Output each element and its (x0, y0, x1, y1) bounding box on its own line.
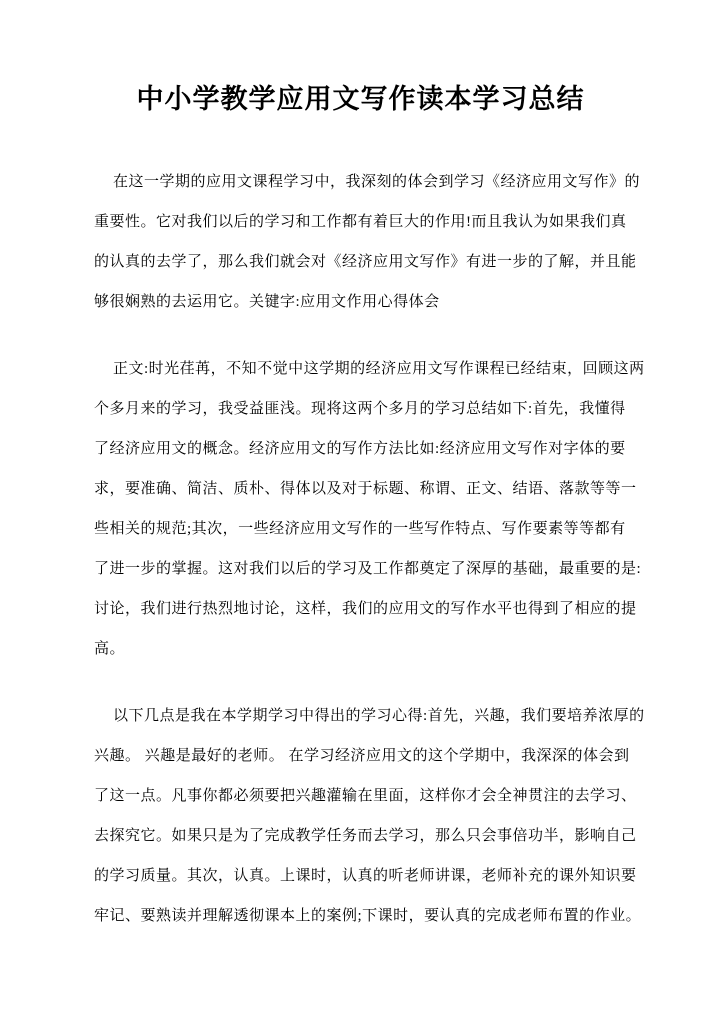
paragraph (94, 349, 645, 669)
text-line: 以下几点是我在本学期学习中得出的学习心得:首先，兴趣，我们要培养浓厚的 (113, 708, 645, 724)
paragraph (94, 696, 645, 936)
text-line: 在这一学期的应用文课程学习中，我深刻的体会到学习《经济应用文写作》的 (113, 174, 641, 190)
text-line: 兴趣。 兴趣是最好的老师。 在学习经济应用文的这个学期中，我深深的体会到 (94, 748, 630, 764)
text-line: 去探究它。如果只是为了完成教学任务而去学习，那么只会事倍功半，影响自己 (94, 828, 637, 844)
text-line: 讨论，我们进行热烈地讨论，这样，我们的应用文的写作水平也得到了相应的提 (94, 601, 637, 617)
text-line: 了这一点。凡事你都必须要把兴趣灌输在里面，这样你才会全神贯注的去学习、 (94, 788, 637, 804)
text-line: 高。 (94, 641, 126, 657)
text-line: 的学习质量。其次，认真。上课时，认真的听老师讲课，老师补充的课外知识要 (94, 868, 637, 884)
text-line: 正文:时光荏苒，不知不觉中这学期的经济应用文写作课程已经结束，回顾这两 (113, 361, 645, 377)
document-title: 中小学教学应用文写作读本学习总结 (136, 84, 585, 114)
text-line: 牢记、要熟读并理解透彻课本上的案例;下课时，要认真的完成老师布置的作业。 (94, 908, 642, 924)
text-line: 些相关的规范;其次，一些经济应用文写作的一些写作特点、写作要素等等都有 (94, 521, 626, 537)
text-line: 了经济应用文的概念。经济应用文的写作方法比如:经济应用文写作对字体的要 (94, 441, 626, 457)
text-line: 重要性。它对我们以后的学习和工作都有着巨大的作用!而且我认为如果我们真 (94, 214, 627, 230)
text-line: 的认真的去学了，那么我们就会对《经济应用文写作》有进一步的了解，并且能 (94, 254, 637, 270)
text-line: 求，要准确、简洁、质朴、得体以及对于标题、称谓、正文、结语、落款等等一 (94, 481, 637, 497)
document-body (94, 162, 645, 936)
text-line: 了进一步的掌握。这对我们以后的学习及工作都奠定了深厚的基础，最重要的是: (94, 561, 642, 577)
paragraph (94, 162, 641, 322)
text-line: 个多月来的学习，我受益匪浅。现将这两个多月的学习总结如下:首先，我懂得 (94, 401, 626, 417)
text-line: 够很娴熟的去运用它。关键字:应用文作用心得体会 (94, 294, 440, 310)
